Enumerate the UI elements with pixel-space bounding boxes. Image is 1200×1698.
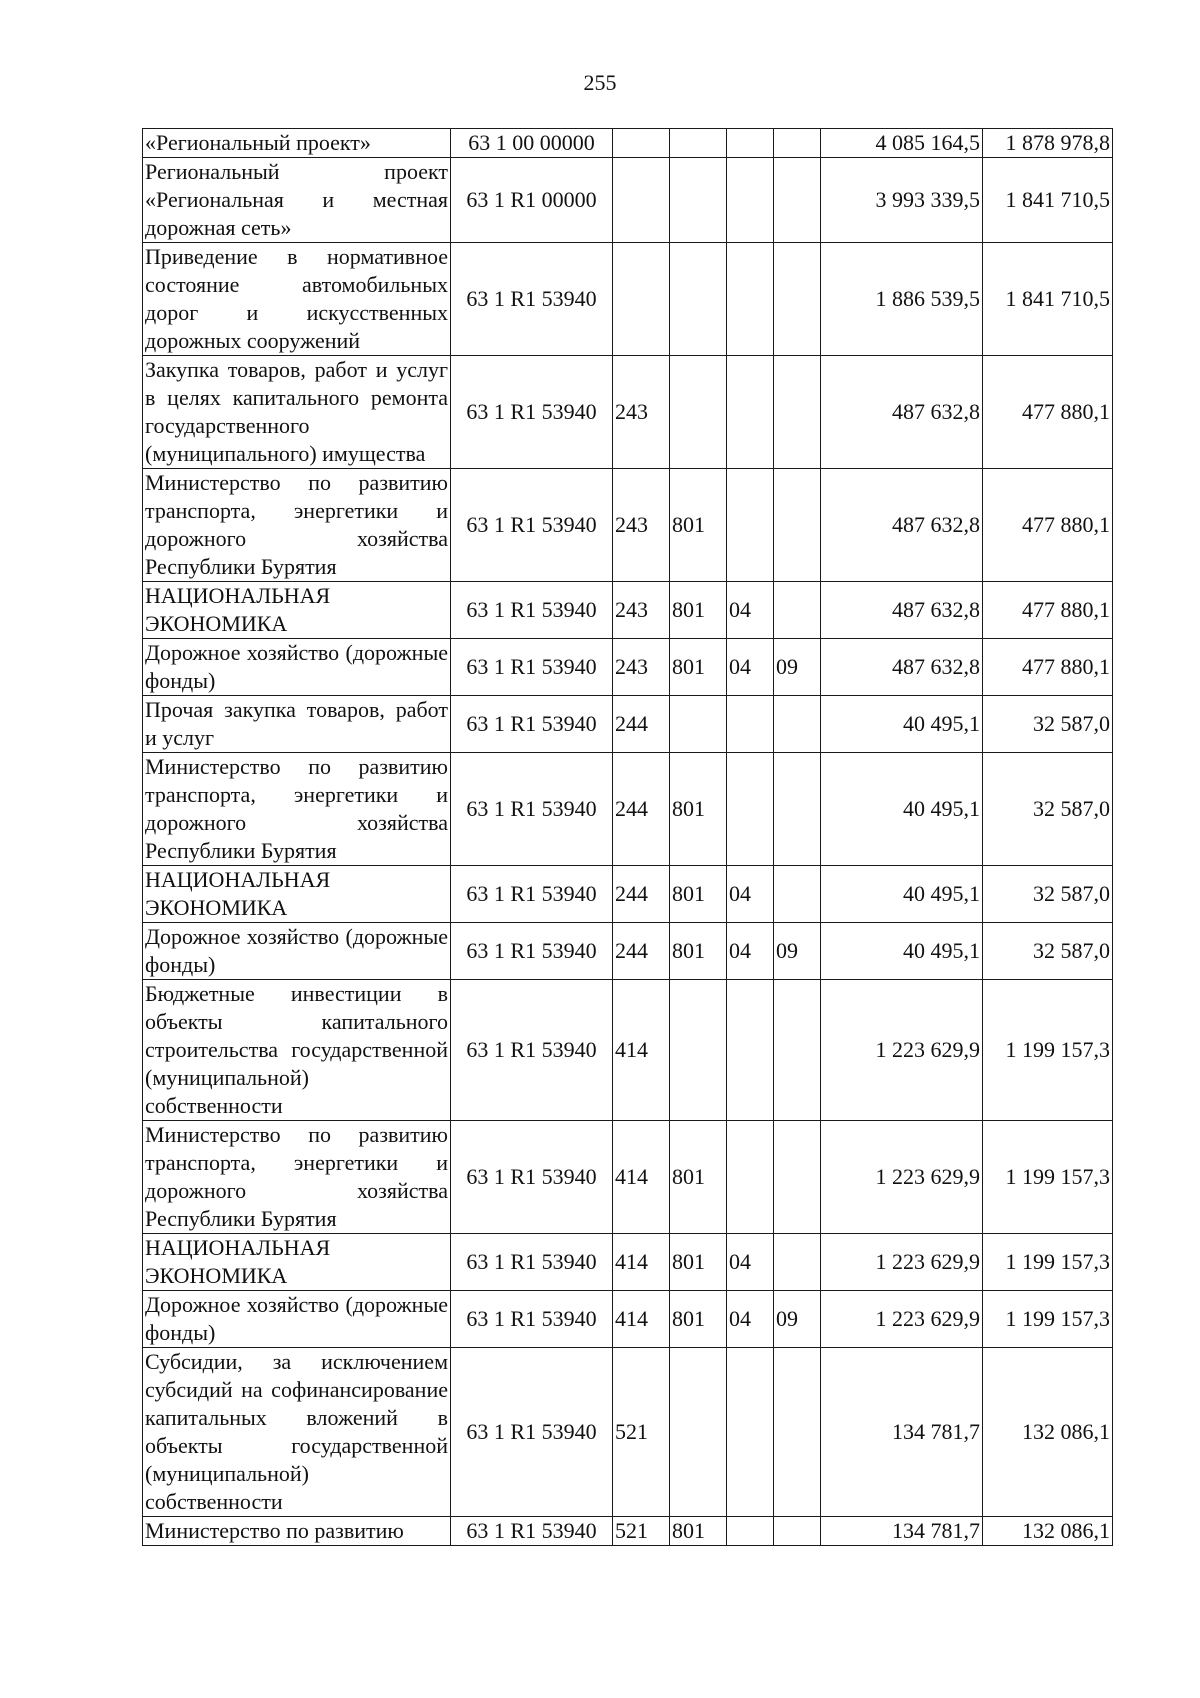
amount-1: 134 781,7 [821, 1517, 983, 1546]
target-article-code: 63 1 R1 00000 [451, 158, 613, 243]
amount-1: 1 223 629,9 [821, 980, 983, 1121]
table-row [143, 753, 1113, 866]
administrator-code [670, 158, 727, 243]
row-name: НАЦИОНАЛЬНАЯ ЭКОНОМИКА [143, 866, 451, 923]
subsection-code [774, 753, 821, 866]
administrator-code: 801 [670, 1291, 727, 1348]
expense-type-code: 243 [613, 469, 670, 582]
expense-type-code [613, 243, 670, 356]
target-article-code: 63 1 R1 53940 [451, 696, 613, 753]
row-name: Дорожное хозяйство (дорожные фонды) [143, 1291, 451, 1348]
subsection-code [774, 243, 821, 356]
expense-type-code [613, 129, 670, 158]
subsection-code [774, 866, 821, 923]
page-number: 255 [583, 70, 617, 95]
amount-1: 40 495,1 [821, 923, 983, 980]
amount-2: 477 880,1 [983, 356, 1113, 469]
expense-type-code: 414 [613, 1121, 670, 1234]
row-name: Бюджетные инвестиции в объекты капитального строительства государственной (муниципальной) собственности [143, 980, 451, 1121]
administrator-code: 801 [670, 866, 727, 923]
administrator-code [670, 356, 727, 469]
administrator-code [670, 696, 727, 753]
subsection-code [774, 469, 821, 582]
amount-2: 477 880,1 [983, 582, 1113, 639]
table-row [143, 1291, 1113, 1348]
expense-type-code: 414 [613, 1291, 670, 1348]
amount-2: 132 086,1 [983, 1348, 1113, 1517]
table-body [143, 129, 1113, 1546]
administrator-code: 801 [670, 639, 727, 696]
amount-1: 1 886 539,5 [821, 243, 983, 356]
table-row [143, 1517, 1113, 1546]
target-article-code: 63 1 R1 53940 [451, 866, 613, 923]
target-article-code: 63 1 R1 53940 [451, 980, 613, 1121]
section-code [727, 158, 774, 243]
administrator-code [670, 1348, 727, 1517]
target-article-code: 63 1 R1 53940 [451, 582, 613, 639]
amount-2: 132 086,1 [983, 1517, 1113, 1546]
amount-2: 32 587,0 [983, 696, 1113, 753]
table-row [143, 1121, 1113, 1234]
section-code: 04 [727, 639, 774, 696]
section-code [727, 1517, 774, 1546]
section-code: 04 [727, 582, 774, 639]
row-name: Прочая закупка товаров, работ и услуг [143, 696, 451, 753]
section-code [727, 980, 774, 1121]
table-row [143, 1234, 1113, 1291]
subsection-code: 09 [774, 923, 821, 980]
subsection-code [774, 356, 821, 469]
row-name: Дорожное хозяйство (дорожные фонды) [143, 923, 451, 980]
amount-2: 1 199 157,3 [983, 1291, 1113, 1348]
subsection-code [774, 696, 821, 753]
amount-2: 1 841 710,5 [983, 243, 1113, 356]
administrator-code: 801 [670, 753, 727, 866]
amount-1: 1 223 629,9 [821, 1291, 983, 1348]
subsection-code [774, 1517, 821, 1546]
expense-type-code: 244 [613, 923, 670, 980]
amount-1: 1 223 629,9 [821, 1234, 983, 1291]
row-name: Субсидии, за исключением субсидий на софинансирование капитальных вложений в объекты государственной (муниципальной) собственности [143, 1348, 451, 1517]
administrator-code: 801 [670, 1517, 727, 1546]
expense-type-code: 243 [613, 639, 670, 696]
administrator-code [670, 243, 727, 356]
table-row [143, 129, 1113, 158]
table-row [143, 1348, 1113, 1517]
subsection-code [774, 980, 821, 1121]
amount-2: 32 587,0 [983, 866, 1113, 923]
section-code [727, 356, 774, 469]
budget-table [142, 128, 1113, 1546]
amount-1: 134 781,7 [821, 1348, 983, 1517]
amount-2: 1 199 157,3 [983, 980, 1113, 1121]
row-name: Министерство по развитию [143, 1517, 451, 1546]
target-article-code: 63 1 R1 53940 [451, 1517, 613, 1546]
amount-1: 40 495,1 [821, 696, 983, 753]
administrator-code: 801 [670, 469, 727, 582]
amount-2: 1 841 710,5 [983, 158, 1113, 243]
row-name: НАЦИОНАЛЬНАЯ ЭКОНОМИКА [143, 1234, 451, 1291]
amount-1: 487 632,8 [821, 582, 983, 639]
subsection-code [774, 1121, 821, 1234]
amount-1: 487 632,8 [821, 356, 983, 469]
amount-2: 1 878 978,8 [983, 129, 1113, 158]
row-name: Региональный проект «Региональная и местная дорожная сеть» [143, 158, 451, 243]
subsection-code [774, 158, 821, 243]
expense-type-code: 244 [613, 753, 670, 866]
section-code [727, 129, 774, 158]
section-code [727, 469, 774, 582]
table-row [143, 356, 1113, 469]
expense-type-code: 521 [613, 1348, 670, 1517]
amount-1: 487 632,8 [821, 639, 983, 696]
section-code: 04 [727, 866, 774, 923]
subsection-code: 09 [774, 639, 821, 696]
expense-type-code: 243 [613, 356, 670, 469]
amount-2: 32 587,0 [983, 753, 1113, 866]
section-code: 04 [727, 1234, 774, 1291]
amount-2: 477 880,1 [983, 469, 1113, 582]
row-name: Министерство по развитию транспорта, энергетики и дорожного хозяйства Республики Бурятия [143, 469, 451, 582]
target-article-code: 63 1 R1 53940 [451, 469, 613, 582]
section-code [727, 753, 774, 866]
section-code [727, 696, 774, 753]
amount-1: 3 993 339,5 [821, 158, 983, 243]
expense-type-code: 414 [613, 1234, 670, 1291]
amount-1: 40 495,1 [821, 753, 983, 866]
target-article-code: 63 1 R1 53940 [451, 356, 613, 469]
table-row [143, 469, 1113, 582]
administrator-code: 801 [670, 1121, 727, 1234]
section-code: 04 [727, 1291, 774, 1348]
administrator-code: 801 [670, 582, 727, 639]
table-row [143, 582, 1113, 639]
target-article-code: 63 1 R1 53940 [451, 923, 613, 980]
table-row [143, 696, 1113, 753]
target-article-code: 63 1 R1 53940 [451, 1291, 613, 1348]
subsection-code [774, 582, 821, 639]
subsection-code [774, 1234, 821, 1291]
section-code [727, 1348, 774, 1517]
expense-type-code [613, 158, 670, 243]
amount-2: 1 199 157,3 [983, 1121, 1113, 1234]
amount-1: 40 495,1 [821, 866, 983, 923]
table-row [143, 158, 1113, 243]
expense-type-code: 521 [613, 1517, 670, 1546]
table-row [143, 923, 1113, 980]
subsection-code: 09 [774, 1291, 821, 1348]
table-row [143, 243, 1113, 356]
target-article-code: 63 1 R1 53940 [451, 1121, 613, 1234]
target-article-code: 63 1 00 00000 [451, 129, 613, 158]
expense-type-code: 414 [613, 980, 670, 1121]
table-row [143, 639, 1113, 696]
section-code [727, 1121, 774, 1234]
subsection-code [774, 1348, 821, 1517]
amount-2: 1 199 157,3 [983, 1234, 1113, 1291]
section-code: 04 [727, 923, 774, 980]
row-name: Министерство по развитию транспорта, энергетики и дорожного хозяйства Республики Бурятия [143, 1121, 451, 1234]
amount-1: 4 085 164,5 [821, 129, 983, 158]
expense-type-code: 244 [613, 696, 670, 753]
target-article-code: 63 1 R1 53940 [451, 753, 613, 866]
row-name: «Региональный проект» [143, 129, 451, 158]
row-name: Закупка товаров, работ и услуг в целях капитального ремонта государственного (муниципального) имущества [143, 356, 451, 469]
table-row [143, 980, 1113, 1121]
amount-2: 477 880,1 [983, 639, 1113, 696]
amount-1: 1 223 629,9 [821, 1121, 983, 1234]
target-article-code: 63 1 R1 53940 [451, 1234, 613, 1291]
amount-2: 32 587,0 [983, 923, 1113, 980]
row-name: Приведение в нормативное состояние автомобильных дорог и искусственных дорожных сооружений [143, 243, 451, 356]
row-name: Министерство по развитию транспорта, энергетики и дорожного хозяйства Республики Бурятия [143, 753, 451, 866]
target-article-code: 63 1 R1 53940 [451, 243, 613, 356]
subsection-code [774, 129, 821, 158]
target-article-code: 63 1 R1 53940 [451, 1348, 613, 1517]
expense-type-code: 244 [613, 866, 670, 923]
expense-type-code: 243 [613, 582, 670, 639]
row-name: НАЦИОНАЛЬНАЯ ЭКОНОМИКА [143, 582, 451, 639]
administrator-code [670, 980, 727, 1121]
section-code [727, 243, 774, 356]
administrator-code: 801 [670, 1234, 727, 1291]
table-row [143, 866, 1113, 923]
administrator-code: 801 [670, 923, 727, 980]
administrator-code [670, 129, 727, 158]
target-article-code: 63 1 R1 53940 [451, 639, 613, 696]
amount-1: 487 632,8 [821, 469, 983, 582]
row-name: Дорожное хозяйство (дорожные фонды) [143, 639, 451, 696]
